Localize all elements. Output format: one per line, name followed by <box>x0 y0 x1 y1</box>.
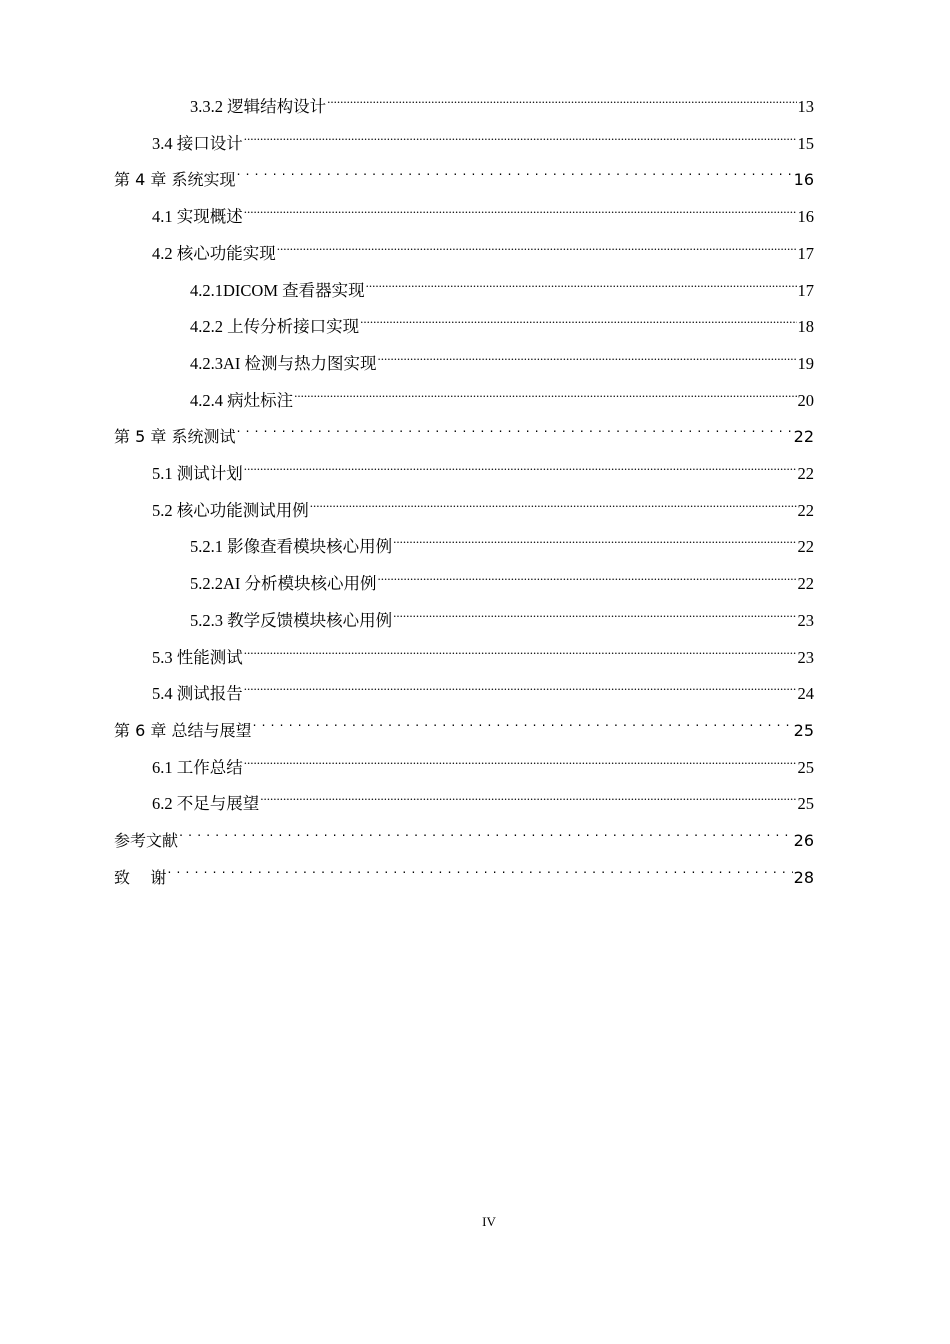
toc-entry-title: 4.1 实现概述 <box>152 207 243 227</box>
toc-entry-title: 4.2 核心功能实现 <box>152 243 276 263</box>
toc-entry-title: 6.1 工作总结 <box>152 757 243 777</box>
toc-dot-leader <box>294 380 796 406</box>
toc-entry-page: 16 <box>797 207 814 227</box>
toc-entry-page: 22 <box>797 464 814 483</box>
toc-entry-title: 5.2 核心功能测试用例 <box>152 500 309 520</box>
toc-entry-page: 25 <box>797 794 814 814</box>
toc-entry-page: 17 <box>797 280 814 300</box>
toc-entry-page: 16 <box>793 170 814 190</box>
toc-entry-page: 15 <box>797 133 814 153</box>
toc-entry-title: 5.4 测试报告 <box>152 684 243 704</box>
toc-entry-page: 23 <box>797 647 814 667</box>
toc-entry[interactable] <box>190 306 814 337</box>
toc-entry-page: 25 <box>797 757 814 777</box>
toc-entry-title: 参考文献 <box>114 831 179 850</box>
toc-entry-page: 24 <box>797 684 814 704</box>
toc-dot-leader <box>167 857 792 883</box>
toc-entry-page: 13 <box>797 97 814 116</box>
toc-entry-page: 17 <box>797 243 814 263</box>
toc-entry[interactable] <box>152 453 814 483</box>
toc-entry[interactable] <box>152 637 814 667</box>
toc-entry[interactable] <box>152 747 814 777</box>
toc-dot-leader <box>244 453 797 479</box>
toc-entry-title: 第 5 章 系统测试 <box>114 427 236 447</box>
toc-entry[interactable] <box>190 86 814 116</box>
toc-entry-title: 5.2.2AI 分析模块核心用例 <box>190 574 377 594</box>
toc-entry-title: 5.3 性能测试 <box>152 647 243 667</box>
toc-dot-leader <box>260 783 796 809</box>
toc-dot-leader <box>179 820 793 846</box>
toc-entry[interactable] <box>190 380 814 410</box>
toc-entry-page: 22 <box>797 500 814 520</box>
toc-entry-title: 5.2.3 教学反馈模块核心用例 <box>190 610 393 630</box>
toc-entry-page: 22 <box>793 427 814 447</box>
toc-entry-title: 4.2.2 上传分析接口实现 <box>190 317 360 337</box>
toc-entry-title: 5.2.1 影像查看模块核心用例 <box>190 537 393 557</box>
toc-entry-page: 23 <box>797 610 814 630</box>
toc-entry-title: 4.2.1DICOM 查看器实现 <box>190 280 365 300</box>
toc-dot-leader <box>327 86 796 112</box>
toc-dot-leader <box>252 710 792 736</box>
toc-entry[interactable] <box>190 526 814 557</box>
toc-entry[interactable] <box>190 270 814 300</box>
toc-entry[interactable] <box>190 563 814 594</box>
toc-entry-title: 3.3.2 逻辑结构设计 <box>190 97 327 116</box>
toc-dot-leader <box>393 600 796 626</box>
toc-entry[interactable] <box>114 820 814 850</box>
toc-entry-page: 25 <box>793 720 814 740</box>
toc-dot-leader <box>378 343 797 369</box>
toc-entry[interactable] <box>152 490 814 520</box>
page-number: IV <box>482 1214 496 1229</box>
toc-entry-title: 3.4 接口设计 <box>152 133 243 153</box>
toc-dot-leader <box>244 123 797 149</box>
toc-entry-page: 19 <box>797 353 814 373</box>
toc-dot-leader <box>378 563 797 589</box>
toc-dot-leader <box>244 673 797 699</box>
toc-entry[interactable] <box>152 233 814 263</box>
toc-entry-title: 5.1 测试计划 <box>152 464 243 483</box>
toc-entry-title: 第 6 章 总结与展望 <box>114 720 252 740</box>
toc-entry[interactable] <box>152 123 814 153</box>
toc-entry-title: 4.2.3AI 检测与热力图实现 <box>190 353 377 373</box>
toc-entry[interactable] <box>152 673 814 704</box>
toc-entry-title: 6.2 不足与展望 <box>152 794 260 814</box>
toc-entry-title: 第 4 章 系统实现 <box>114 170 236 190</box>
toc-entry-title: 4.2.4 病灶标注 <box>190 390 294 410</box>
toc-entry-page: 22 <box>797 574 814 594</box>
toc-entry-page: 28 <box>793 867 814 887</box>
toc-dot-leader <box>277 233 797 259</box>
toc-dot-leader <box>360 306 796 332</box>
toc-dot-leader <box>236 159 792 185</box>
toc-dot-leader <box>393 526 796 552</box>
toc-entry[interactable] <box>190 343 814 373</box>
toc-entry-page: 18 <box>797 317 814 337</box>
toc-dot-leader <box>244 196 797 222</box>
toc-entry-page: 26 <box>793 831 814 850</box>
toc-entry[interactable] <box>114 857 814 887</box>
toc-entry[interactable] <box>114 416 814 447</box>
toc-entry[interactable] <box>152 196 814 227</box>
toc-dot-leader <box>244 637 797 663</box>
toc-dot-leader <box>244 747 797 773</box>
toc-entry-title: 致 谢 <box>114 867 167 887</box>
toc-entry-page: 20 <box>797 390 814 410</box>
toc-entry[interactable] <box>114 710 814 740</box>
toc-entry[interactable] <box>152 783 814 814</box>
toc-entry[interactable] <box>114 159 814 190</box>
toc-dot-leader <box>366 270 797 296</box>
toc-entry[interactable] <box>190 600 814 630</box>
toc-entry-page: 22 <box>797 537 814 557</box>
toc-dot-leader <box>236 416 792 442</box>
toc-dot-leader <box>310 490 797 516</box>
